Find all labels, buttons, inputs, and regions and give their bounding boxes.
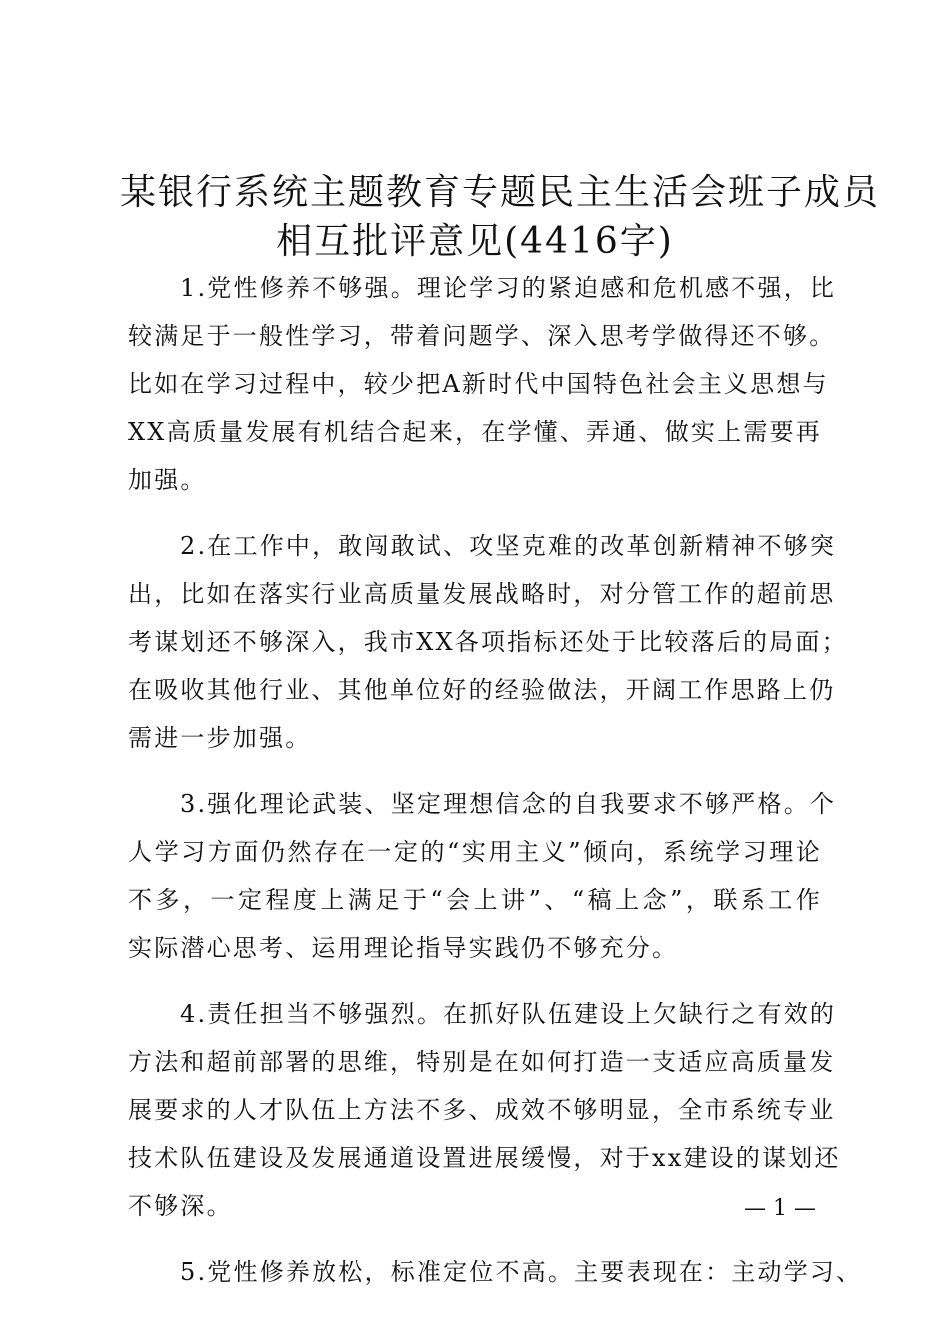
paragraph-line: 出，比如在落实行业高质量发展战略时，对分管工作的超前思 — [128, 580, 836, 608]
paragraph-line: 不够深。 — [128, 1192, 233, 1220]
paragraph-line: XX高质量发展有机结合起来，在学懂、弄通、做实上需要再 — [128, 418, 822, 446]
paragraph-line: 需进一步加强。 — [128, 724, 312, 752]
paragraph-1 — [128, 264, 837, 504]
paragraph-line: 在吸收其他行业、其他单位好的经验做法，开阔工作思路上仍 — [128, 676, 836, 704]
paragraph-line: 考谋划还不够深入，我市XX各项指标还处于比较落后的局面； — [128, 628, 848, 656]
paragraph-line: 3.强化理论武装、坚定理想信念的自我要求不够严格。个 — [180, 790, 837, 818]
paragraph-line: 展要求的人才队伍上方法不多、成效不够明显，全市系统专业 — [128, 1096, 836, 1124]
document-title — [120, 168, 881, 266]
paragraph-line: 2.在工作中，敢闯敢试、攻坚克难的改革创新精神不够突 — [180, 532, 837, 560]
paragraph-line: 较满足于一般性学习，带着问题学、深入思考学做得还不够。 — [128, 322, 836, 350]
paragraph-line: 方法和超前部署的思维，特别是在如何打造一支适应高质量发 — [128, 1048, 836, 1076]
paragraph-line: 5.党性修养放松，标准定位不高。主要表现在：主动学习、 — [180, 1258, 863, 1286]
paragraph-3 — [128, 780, 837, 972]
paragraph-line: 1.党性修养不够强。理论学习的紧迫感和危机感不强，比 — [180, 274, 837, 302]
paragraph-line: 实际潜心思考、运用理论指导实践仍不够充分。 — [128, 934, 679, 962]
paragraph-4 — [128, 990, 841, 1230]
document-body — [128, 264, 863, 1314]
paragraph-line: 不多，一定程度上满足于“会上讲”、“稿上念”，联系工作 — [128, 886, 822, 914]
paragraph-5 — [128, 1248, 863, 1296]
paragraph-line: 加强。 — [128, 466, 207, 494]
paragraph-line: 4.责任担当不够强烈。在抓好队伍建设上欠缺行之有效的 — [180, 1000, 837, 1028]
paragraph-line: 技术队伍建设及发展通道设置进展缓慢，对于xx建设的谋划还 — [128, 1144, 841, 1172]
title-line-1: 某银行系统主题教育专题民主生活会班子成员 — [120, 172, 881, 213]
title-line-2: 相互批评意见(4416字) — [276, 221, 674, 262]
paragraph-line: 人学习方面仍然存在一定的“实用主义”倾向，系统学习理论 — [128, 838, 822, 866]
paragraph-2 — [128, 522, 848, 762]
paragraph-line: 比如在学习过程中，较少把A新时代中国特色社会主义思想与 — [128, 370, 829, 398]
page-number: — 1 — — [744, 1196, 816, 1221]
